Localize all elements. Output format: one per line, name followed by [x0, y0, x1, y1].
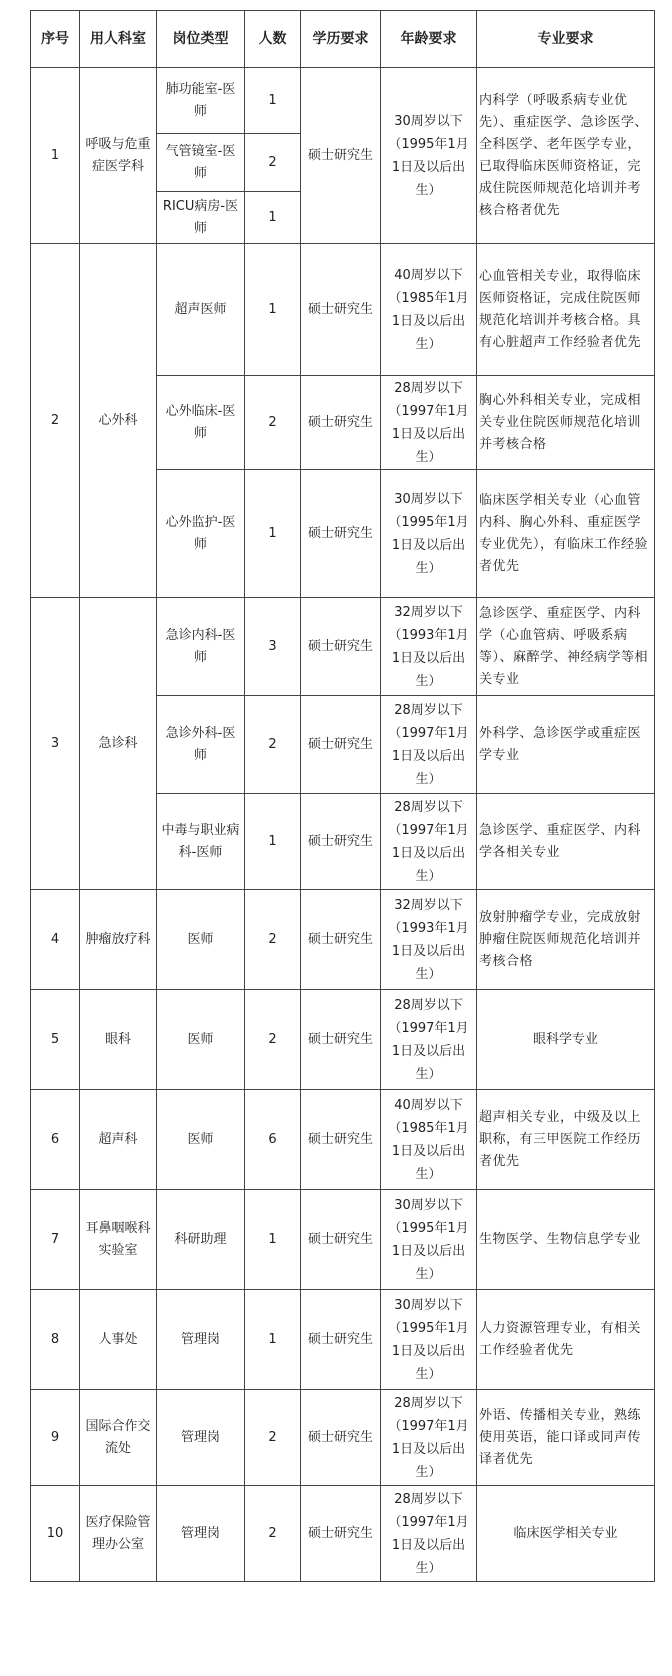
table-row: [31, 598, 655, 696]
cell-education: 硕士研究生: [301, 1290, 381, 1390]
cell-major: 急诊医学、重症医学、内科学（心血管病、呼吸系病等）、麻醉学、神经病学等相关专业: [477, 598, 655, 696]
header-major: 专业要求: [477, 11, 655, 68]
cell-position-type: 心外临床-医师: [157, 376, 245, 470]
cell-education: 硕士研究生: [301, 470, 381, 598]
cell-dept: 眼科: [80, 990, 157, 1090]
cell-age: 28周岁以下（1997年1月1日及以后出生）: [381, 990, 477, 1090]
cell-education: 硕士研究生: [301, 990, 381, 1090]
cell-age: 30周岁以下（1995年1月1日及以后出生）: [381, 1290, 477, 1390]
cell-no: 2: [31, 244, 80, 598]
cell-age: 28周岁以下（1997年1月1日及以后出生）: [381, 1486, 477, 1582]
cell-position-type: RICU病房-医师: [157, 192, 245, 244]
cell-count: 1: [245, 192, 301, 244]
header-age: 年龄要求: [381, 11, 477, 68]
cell-no: 5: [31, 990, 80, 1090]
cell-position-type: 管理岗: [157, 1290, 245, 1390]
cell-major: 临床医学相关专业: [477, 1486, 655, 1582]
cell-position-type: 医师: [157, 1090, 245, 1190]
cell-no: 10: [31, 1486, 80, 1582]
cell-major: 外科学、急诊医学或重症医学专业: [477, 696, 655, 794]
cell-count: 2: [245, 376, 301, 470]
cell-position-type: 心外监护-医师: [157, 470, 245, 598]
table-row: [31, 890, 655, 990]
cell-position-type: 中毒与职业病科-医师: [157, 794, 245, 890]
cell-dept: 超声科: [80, 1090, 157, 1190]
cell-position-type: 气管镜室-医师: [157, 134, 245, 192]
table-row: [31, 244, 655, 376]
cell-age: 30周岁以下（1995年1月1日及以后出生）: [381, 470, 477, 598]
cell-major: 放射肿瘤学专业，完成放射肿瘤住院医师规范化培训并考核合格: [477, 890, 655, 990]
cell-major: 内科学（呼吸系病专业优先）、重症医学、急诊医学、全科医学、老年医学专业，已取得临床医师资格证，完成住院医师规范化培训并考核合格者优先: [477, 68, 655, 244]
cell-count: 2: [245, 696, 301, 794]
cell-major: 人力资源管理专业，有相关工作经验者优先: [477, 1290, 655, 1390]
cell-position-type: 肺功能室-医师: [157, 68, 245, 134]
cell-position-type: 急诊外科-医师: [157, 696, 245, 794]
table-row: [31, 1290, 655, 1390]
cell-dept: 耳鼻咽喉科实验室: [80, 1190, 157, 1290]
cell-count: 2: [245, 990, 301, 1090]
cell-dept: 医疗保险管理办公室: [80, 1486, 157, 1582]
header-education: 学历要求: [301, 11, 381, 68]
cell-education: 硕士研究生: [301, 696, 381, 794]
cell-position-type: 管理岗: [157, 1486, 245, 1582]
cell-age: 28周岁以下（1997年1月1日及以后出生）: [381, 376, 477, 470]
cell-age: 28周岁以下（1997年1月1日及以后出生）: [381, 1390, 477, 1486]
cell-position-type: 超声医师: [157, 244, 245, 376]
table-row: [31, 1390, 655, 1486]
header-count: 人数: [245, 11, 301, 68]
cell-no: 7: [31, 1190, 80, 1290]
cell-dept: 心外科: [80, 244, 157, 598]
cell-age: 30周岁以下（1995年1月1日及以后出生）: [381, 68, 477, 244]
cell-major: 眼科学专业: [477, 990, 655, 1090]
cell-count: 1: [245, 68, 301, 134]
cell-age: 40周岁以下（1985年1月1日及以后出生）: [381, 1090, 477, 1190]
cell-major: 胸心外科相关专业，完成相关专业住院医师规范化培训并考核合格: [477, 376, 655, 470]
cell-position-type: 医师: [157, 890, 245, 990]
header-row: [31, 11, 655, 68]
table-row: [31, 990, 655, 1090]
cell-education: 硕士研究生: [301, 1190, 381, 1290]
cell-major: 超声相关专业，中级及以上职称，有三甲医院工作经历者优先: [477, 1090, 655, 1190]
cell-dept: 呼吸与危重症医学科: [80, 68, 157, 244]
cell-major: 心血管相关专业，取得临床医师资格证，完成住院医师规范化培训并考核合格。具有心脏超声工作经验者优先: [477, 244, 655, 376]
cell-age: 32周岁以下（1993年1月1日及以后出生）: [381, 598, 477, 696]
cell-position-type: 医师: [157, 990, 245, 1090]
cell-major: 急诊医学、重症医学、内科学各相关专业: [477, 794, 655, 890]
cell-education: 硕士研究生: [301, 598, 381, 696]
cell-count: 1: [245, 794, 301, 890]
cell-dept: 国际合作交流处: [80, 1390, 157, 1486]
cell-education: 硕士研究生: [301, 376, 381, 470]
cell-major: 外语、传播相关专业，熟练使用英语，能口译或同声传译者优先: [477, 1390, 655, 1486]
cell-age: 28周岁以下（1997年1月1日及以后出生）: [381, 794, 477, 890]
cell-major: 生物医学、生物信息学专业: [477, 1190, 655, 1290]
cell-count: 2: [245, 1390, 301, 1486]
table-row: [31, 1486, 655, 1582]
cell-age: 28周岁以下（1997年1月1日及以后出生）: [381, 696, 477, 794]
cell-no: 1: [31, 68, 80, 244]
cell-dept: 急诊科: [80, 598, 157, 890]
cell-no: 8: [31, 1290, 80, 1390]
cell-position-type: 急诊内科-医师: [157, 598, 245, 696]
cell-education: 硕士研究生: [301, 890, 381, 990]
cell-count: 1: [245, 470, 301, 598]
cell-count: 6: [245, 1090, 301, 1190]
cell-count: 2: [245, 134, 301, 192]
table-row: [31, 1190, 655, 1290]
cell-dept: 人事处: [80, 1290, 157, 1390]
cell-education: 硕士研究生: [301, 244, 381, 376]
cell-count: 1: [245, 244, 301, 376]
header-dept: 用人科室: [80, 11, 157, 68]
cell-age: 40周岁以下（1985年1月1日及以后出生）: [381, 244, 477, 376]
recruitment-table: [30, 10, 655, 1582]
cell-count: 1: [245, 1190, 301, 1290]
cell-position-type: 管理岗: [157, 1390, 245, 1486]
table-row: [31, 1090, 655, 1190]
cell-count: 1: [245, 1290, 301, 1390]
cell-major: 临床医学相关专业（心血管内科、胸心外科、重症医学专业优先），有临床工作经验者优先: [477, 470, 655, 598]
cell-dept: 肿瘤放疗科: [80, 890, 157, 990]
cell-education: 硕士研究生: [301, 794, 381, 890]
cell-age: 32周岁以下（1993年1月1日及以后出生）: [381, 890, 477, 990]
cell-count: 2: [245, 890, 301, 990]
cell-no: 3: [31, 598, 80, 890]
header-position-type: 岗位类型: [157, 11, 245, 68]
cell-position-type: 科研助理: [157, 1190, 245, 1290]
table-row: [31, 68, 655, 134]
cell-no: 9: [31, 1390, 80, 1486]
cell-age: 30周岁以下（1995年1月1日及以后出生）: [381, 1190, 477, 1290]
cell-education: 硕士研究生: [301, 1390, 381, 1486]
header-no: 序号: [31, 11, 80, 68]
cell-no: 4: [31, 890, 80, 990]
cell-education: 硕士研究生: [301, 1486, 381, 1582]
cell-no: 6: [31, 1090, 80, 1190]
cell-count: 2: [245, 1486, 301, 1582]
cell-count: 3: [245, 598, 301, 696]
cell-education: 硕士研究生: [301, 68, 381, 244]
cell-education: 硕士研究生: [301, 1090, 381, 1190]
